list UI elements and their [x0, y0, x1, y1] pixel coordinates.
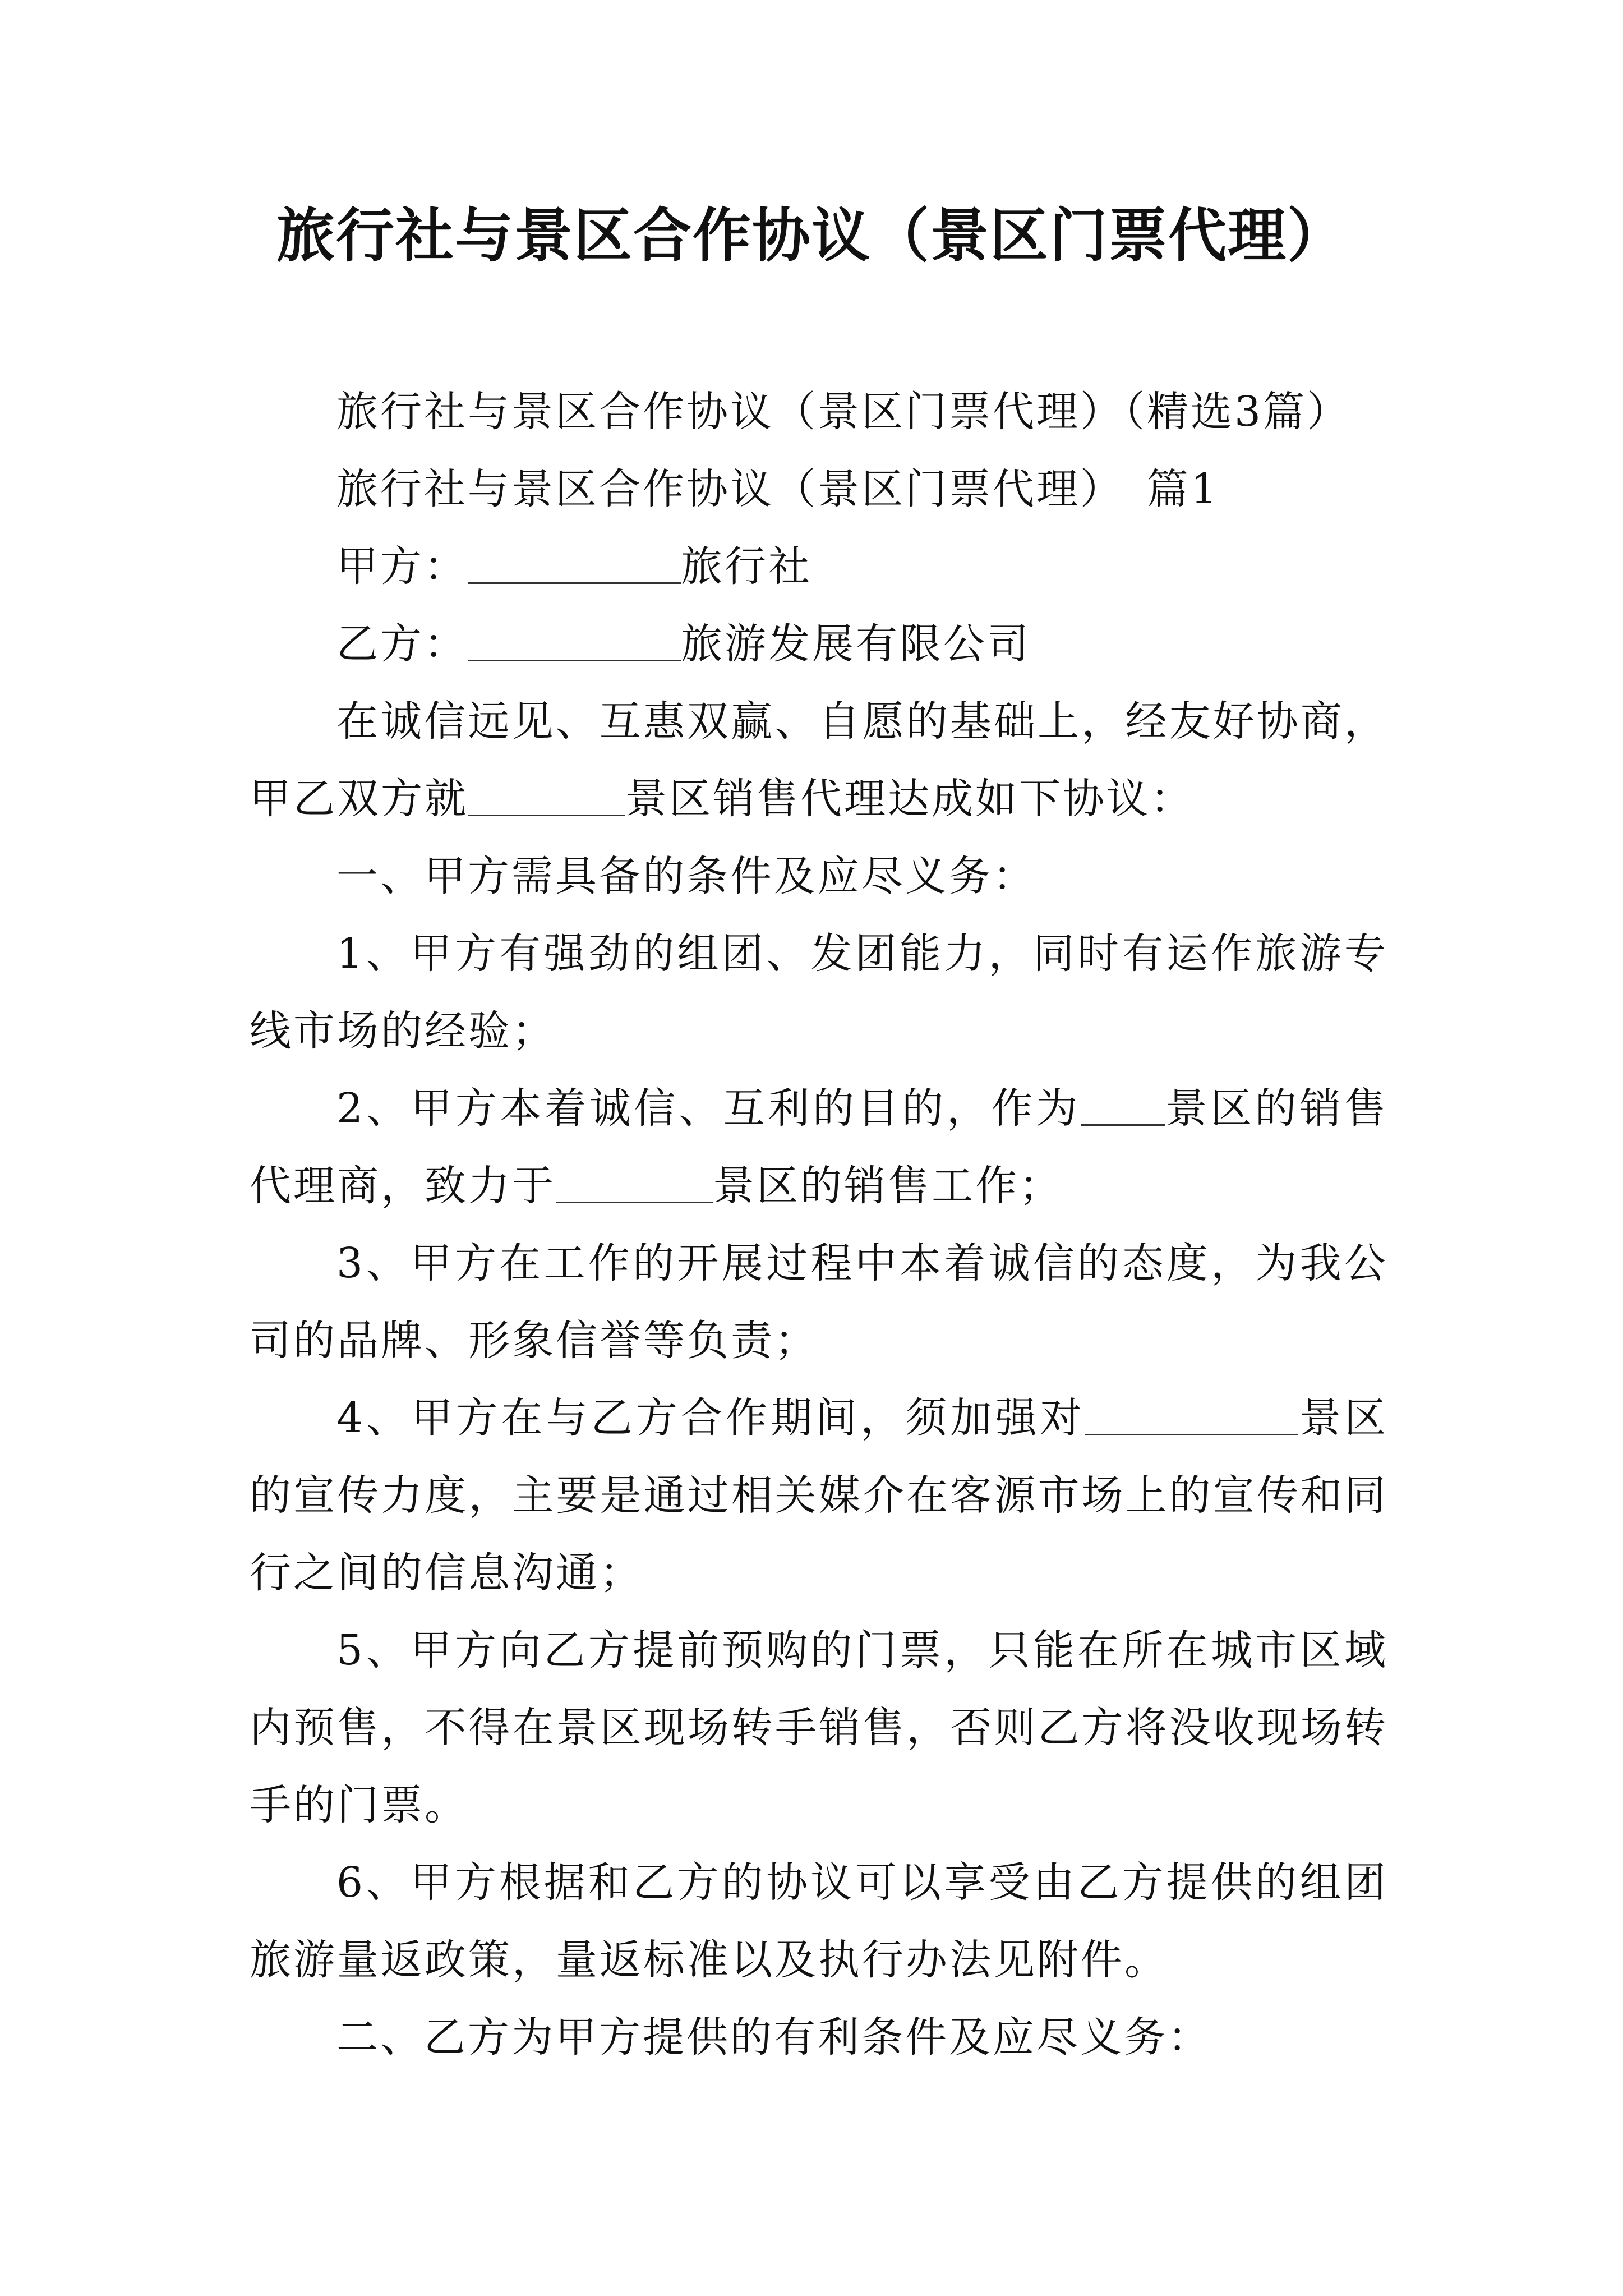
party-a-label: 甲方： — [336, 542, 468, 591]
item-2-post: 景区的销售工作； — [713, 1162, 1063, 1210]
party-a-suffix: 旅行社 — [681, 542, 812, 591]
party-a-blank — [468, 541, 681, 584]
section-1-title: 一、甲方需具备的条件及应尽义务： — [336, 852, 1036, 900]
intro-paragraph — [250, 683, 1388, 838]
item-4-pre: 4、甲方在与乙方合作期间，须加强对 — [336, 1394, 1085, 1442]
party-b-label: 乙方： — [336, 620, 468, 668]
intro-pre: 在诚信远见、互惠双赢、自愿的基础上，经友好协商，甲乙双方就 — [250, 697, 1388, 823]
item-2-mid: 景区的销售代理商，致力于 — [250, 1084, 1388, 1210]
intro-post: 景区销售代理达成如下协议： — [625, 775, 1194, 823]
item-1: 1、甲方有强劲的组团、发团能力，同时有运作旅游专线市场的经验； — [250, 930, 1388, 1055]
party-b-suffix: 旅游发展有限公司 — [681, 620, 1031, 668]
section-2-title: 二、乙方为甲方提供的有利条件及应尽义务： — [336, 2013, 1211, 2062]
item-2-pre: 2、甲方本着诚信、互利的目的，作为 — [336, 1084, 1081, 1133]
item-2 — [250, 1070, 1388, 1225]
item-4-post: 景区的宣传力度，主要是通过相关媒介在客源市场上的宣传和同行之间的信息沟通； — [250, 1394, 1388, 1597]
party-b-line — [250, 605, 1388, 683]
item-4 — [250, 1379, 1388, 1612]
heading-selected: 旅行社与景区合作协议（景区门票代理）（精选3篇） — [336, 388, 1351, 436]
item-3: 3、甲方在工作的开展过程中本着诚信的态度，为我公司的品牌、形象信誉等负责； — [250, 1239, 1388, 1365]
document-title: 旅行社与景区合作协议（景区门票代理） — [276, 201, 1347, 270]
intro-blank — [468, 773, 625, 816]
heading-part-1: 旅行社与景区合作协议（景区门票代理） 篇1 — [336, 465, 1220, 513]
party-b-blank — [468, 618, 681, 661]
party-a-line — [250, 528, 1388, 605]
item-2-blank-1 — [1081, 1083, 1165, 1126]
document-body — [250, 373, 1388, 2076]
item-4-blank — [1085, 1392, 1298, 1435]
item-5: 5、甲方向乙方提前预购的门票，只能在所在城市区域内预售，不得在景区现场转手销售，否则乙方将没收现场转手的门票。 — [250, 1626, 1388, 1829]
item-2-blank-2 — [556, 1160, 713, 1203]
item-6: 6、甲方根据和乙方的协议可以享受由乙方提供的组团旅游量返政策，量返标准以及执行办法见附件。 — [250, 1858, 1388, 1984]
